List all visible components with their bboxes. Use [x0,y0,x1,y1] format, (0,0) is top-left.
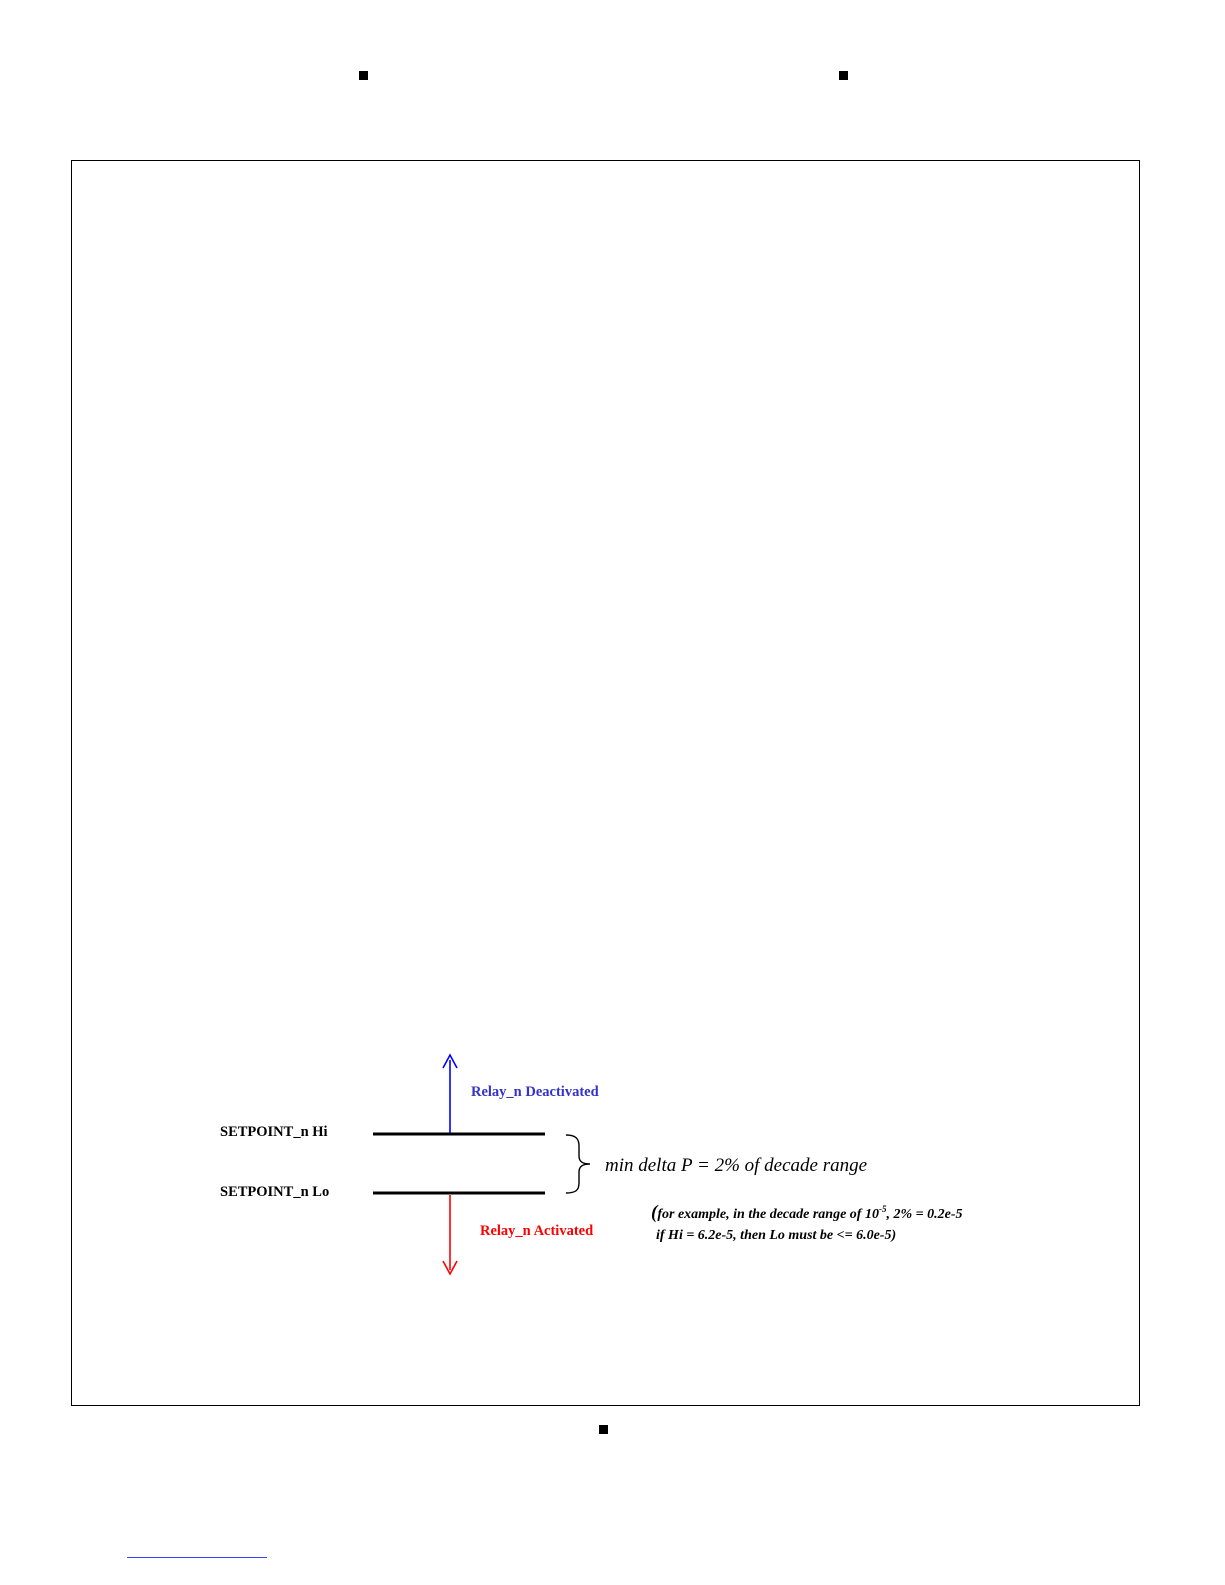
setpoint-hi-label: SETPOINT_n Hi [220,1124,328,1140]
delta-brace [566,1135,590,1193]
setpoint-lo-label: SETPOINT_n Lo [220,1184,330,1200]
note-line1-exponent: -5 [878,1204,887,1214]
relay-activated-label: Relay_n Activated [480,1223,594,1239]
min-delta-label: min delta P = 2% of decade range [605,1155,868,1176]
note-line1-prefix: for example, in the decade range of 10 [657,1207,879,1222]
footer-bullet [599,1425,608,1434]
note-open-paren: ( [651,1202,658,1223]
bottom-link-underline [127,1557,267,1558]
relay-deactivated-label: Relay_n Deactivated [471,1084,599,1100]
note-line1-suffix: , 2% = 0.2e-5 [886,1207,963,1222]
example-note-line2: if Hi = 6.2e-5, then Lo must be <= 6.0e-5) [656,1228,897,1243]
example-note-line1 [651,1203,962,1222]
